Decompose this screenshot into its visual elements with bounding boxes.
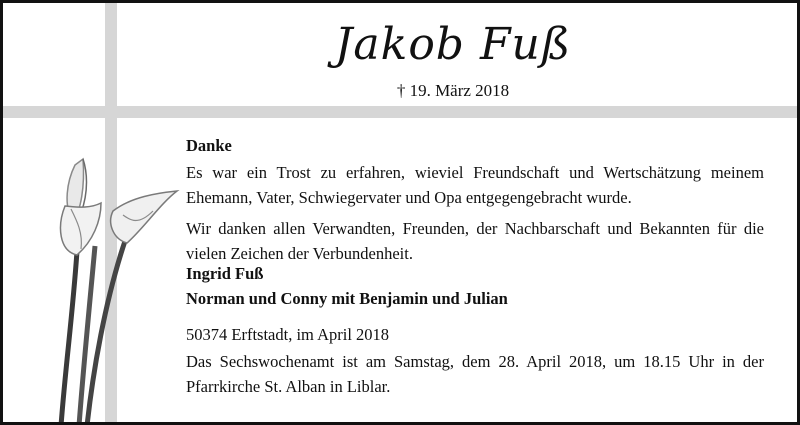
service-announcement: Das Sechswochenamt ist am Samstag, dem 28. April 2018, um 18.15 Uhr in der Pfarrkirche St. Alban in Liblar. bbox=[186, 352, 764, 396]
signature-line-2: Norman und Conny mit Benjamin und Julian bbox=[186, 289, 508, 308]
death-date: † 19. März 2018 bbox=[396, 81, 510, 100]
deceased-name: Jakob Fuß bbox=[334, 19, 572, 70]
paragraph-thanks-relatives: Wir danken allen Verwandten, Freunden, der Nachbarschaft und Bekannten für die vielen Zeichen der Verbundenheit. bbox=[186, 219, 764, 263]
cross-horizontal-bar bbox=[3, 106, 800, 118]
heading-thanks: Danke bbox=[186, 136, 232, 155]
place-and-date: 50374 Erftstadt, im April 2018 bbox=[186, 325, 390, 344]
signature-line-1: Ingrid Fuß bbox=[186, 264, 264, 283]
calla-lily-icon bbox=[43, 151, 193, 425]
paragraph-gratitude: Es war ein Trost zu erfahren, wieviel Freundschaft und Wertschätzung meinem Ehemann, Vater, Schwiegervater und Opa entgegengebracht wurde. bbox=[186, 163, 764, 207]
